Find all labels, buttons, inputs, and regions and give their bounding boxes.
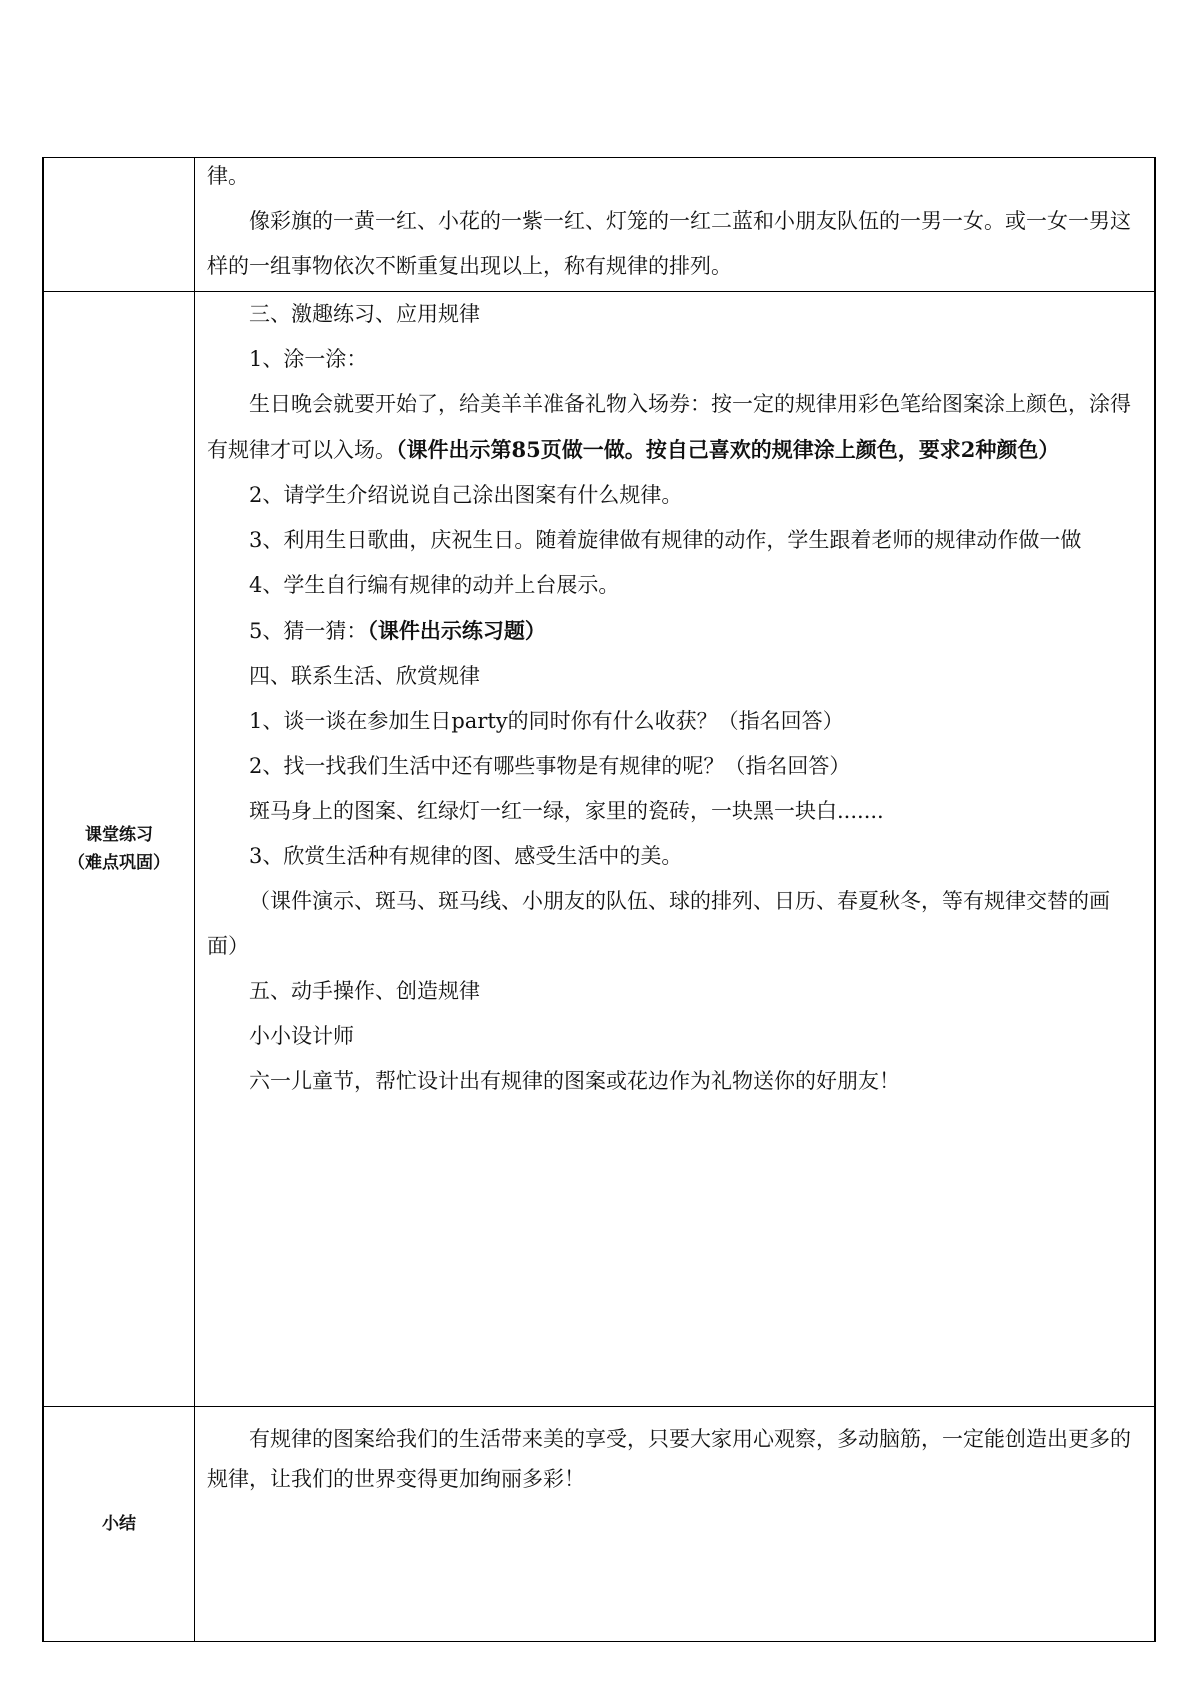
table-row-summary (43, 1407, 1155, 1642)
practice-bold-note: （课件出示第85页做一做。按自己喜欢的规律涂上颜色，要求2种颜色） (396, 437, 1060, 462)
row-content-summary (195, 1407, 1156, 1642)
practice-item: 1、谈一谈在参加生日party的同时你有什么收获？（指名回答） (249, 709, 844, 733)
practice-item: 小小设计师 (249, 1024, 354, 1048)
practice-item: 4、学生自行编有规律的动并上台展示。 (249, 573, 620, 597)
row-content-practice (195, 292, 1156, 1407)
practice-item: 3、欣赏生活种有规律的图、感受生活中的美。 (249, 844, 683, 868)
intro-line-1: 律。 (207, 164, 249, 188)
table-row-intro (43, 158, 1155, 292)
practice-heading-4: 四、联系生活、欣赏规律 (249, 664, 480, 688)
lesson-plan-table (42, 157, 1156, 1642)
practice-item (207, 608, 1140, 654)
practice-label-title: 课堂练习 (85, 825, 153, 845)
practice-item: 斑马身上的图案、红绿灯一红一绿，家里的瓷砖，一块黑一块白....... (249, 799, 884, 823)
practice-text: 生日晚会就要开始了，给美羊羊准备礼物入场券：按一定的规律用彩色笔给图案涂上颜色，涂得有规律才可以入场。 (207, 392, 1131, 462)
summary-text: 有规律的图案给我们的生活带来美的享受，只要大家用心观察，多动脑筋，一定能创造出更多的规律，让我们的世界变得更加绚丽多彩！ (207, 1427, 1131, 1491)
practice-item: 六一儿童节，帮忙设计出有规律的图案或花边作为礼物送你的好朋友！ (249, 1069, 900, 1093)
practice-item: 3、利用生日歌曲，庆祝生日。随着旋律做有规律的动作，学生跟着老师的规律动作做一做 (249, 528, 1082, 552)
practice-bold-note: （课件出示练习题） (367, 618, 546, 643)
practice-item: 1、涂一涂： (249, 347, 368, 371)
row-label-summary: 小结 (43, 1407, 195, 1642)
practice-text: 5、猜一猜： (249, 619, 368, 643)
practice-heading-5: 五、动手操作、创造规律 (249, 979, 480, 1003)
practice-heading-3: 三、激趣练习、应用规律 (249, 302, 480, 326)
table-row-practice (43, 292, 1155, 1407)
practice-item: 2、找一找我们生活中还有哪些事物是有规律的呢？（指名回答） (249, 754, 851, 778)
practice-label-subtitle: （难点巩固） (68, 853, 170, 873)
practice-paragraph (207, 382, 1140, 473)
row-label-intro (43, 158, 195, 292)
row-content-intro (195, 158, 1156, 292)
practice-item: 2、请学生介绍说说自己涂出图案有什么规律。 (249, 483, 683, 507)
intro-line-2: 像彩旗的一黄一红、小花的一紫一红、灯笼的一红二蓝和小朋友队伍的一男一女。或一女一男这样的一组事物依次不断重复出现以上，称有规律的排列。 (207, 209, 1131, 278)
practice-item: （课件演示、斑马、斑马线、小朋友的队伍、球的排列、日历、春夏秋冬，等有规律交替的画面） (207, 889, 1110, 958)
row-label-practice (43, 292, 195, 1407)
